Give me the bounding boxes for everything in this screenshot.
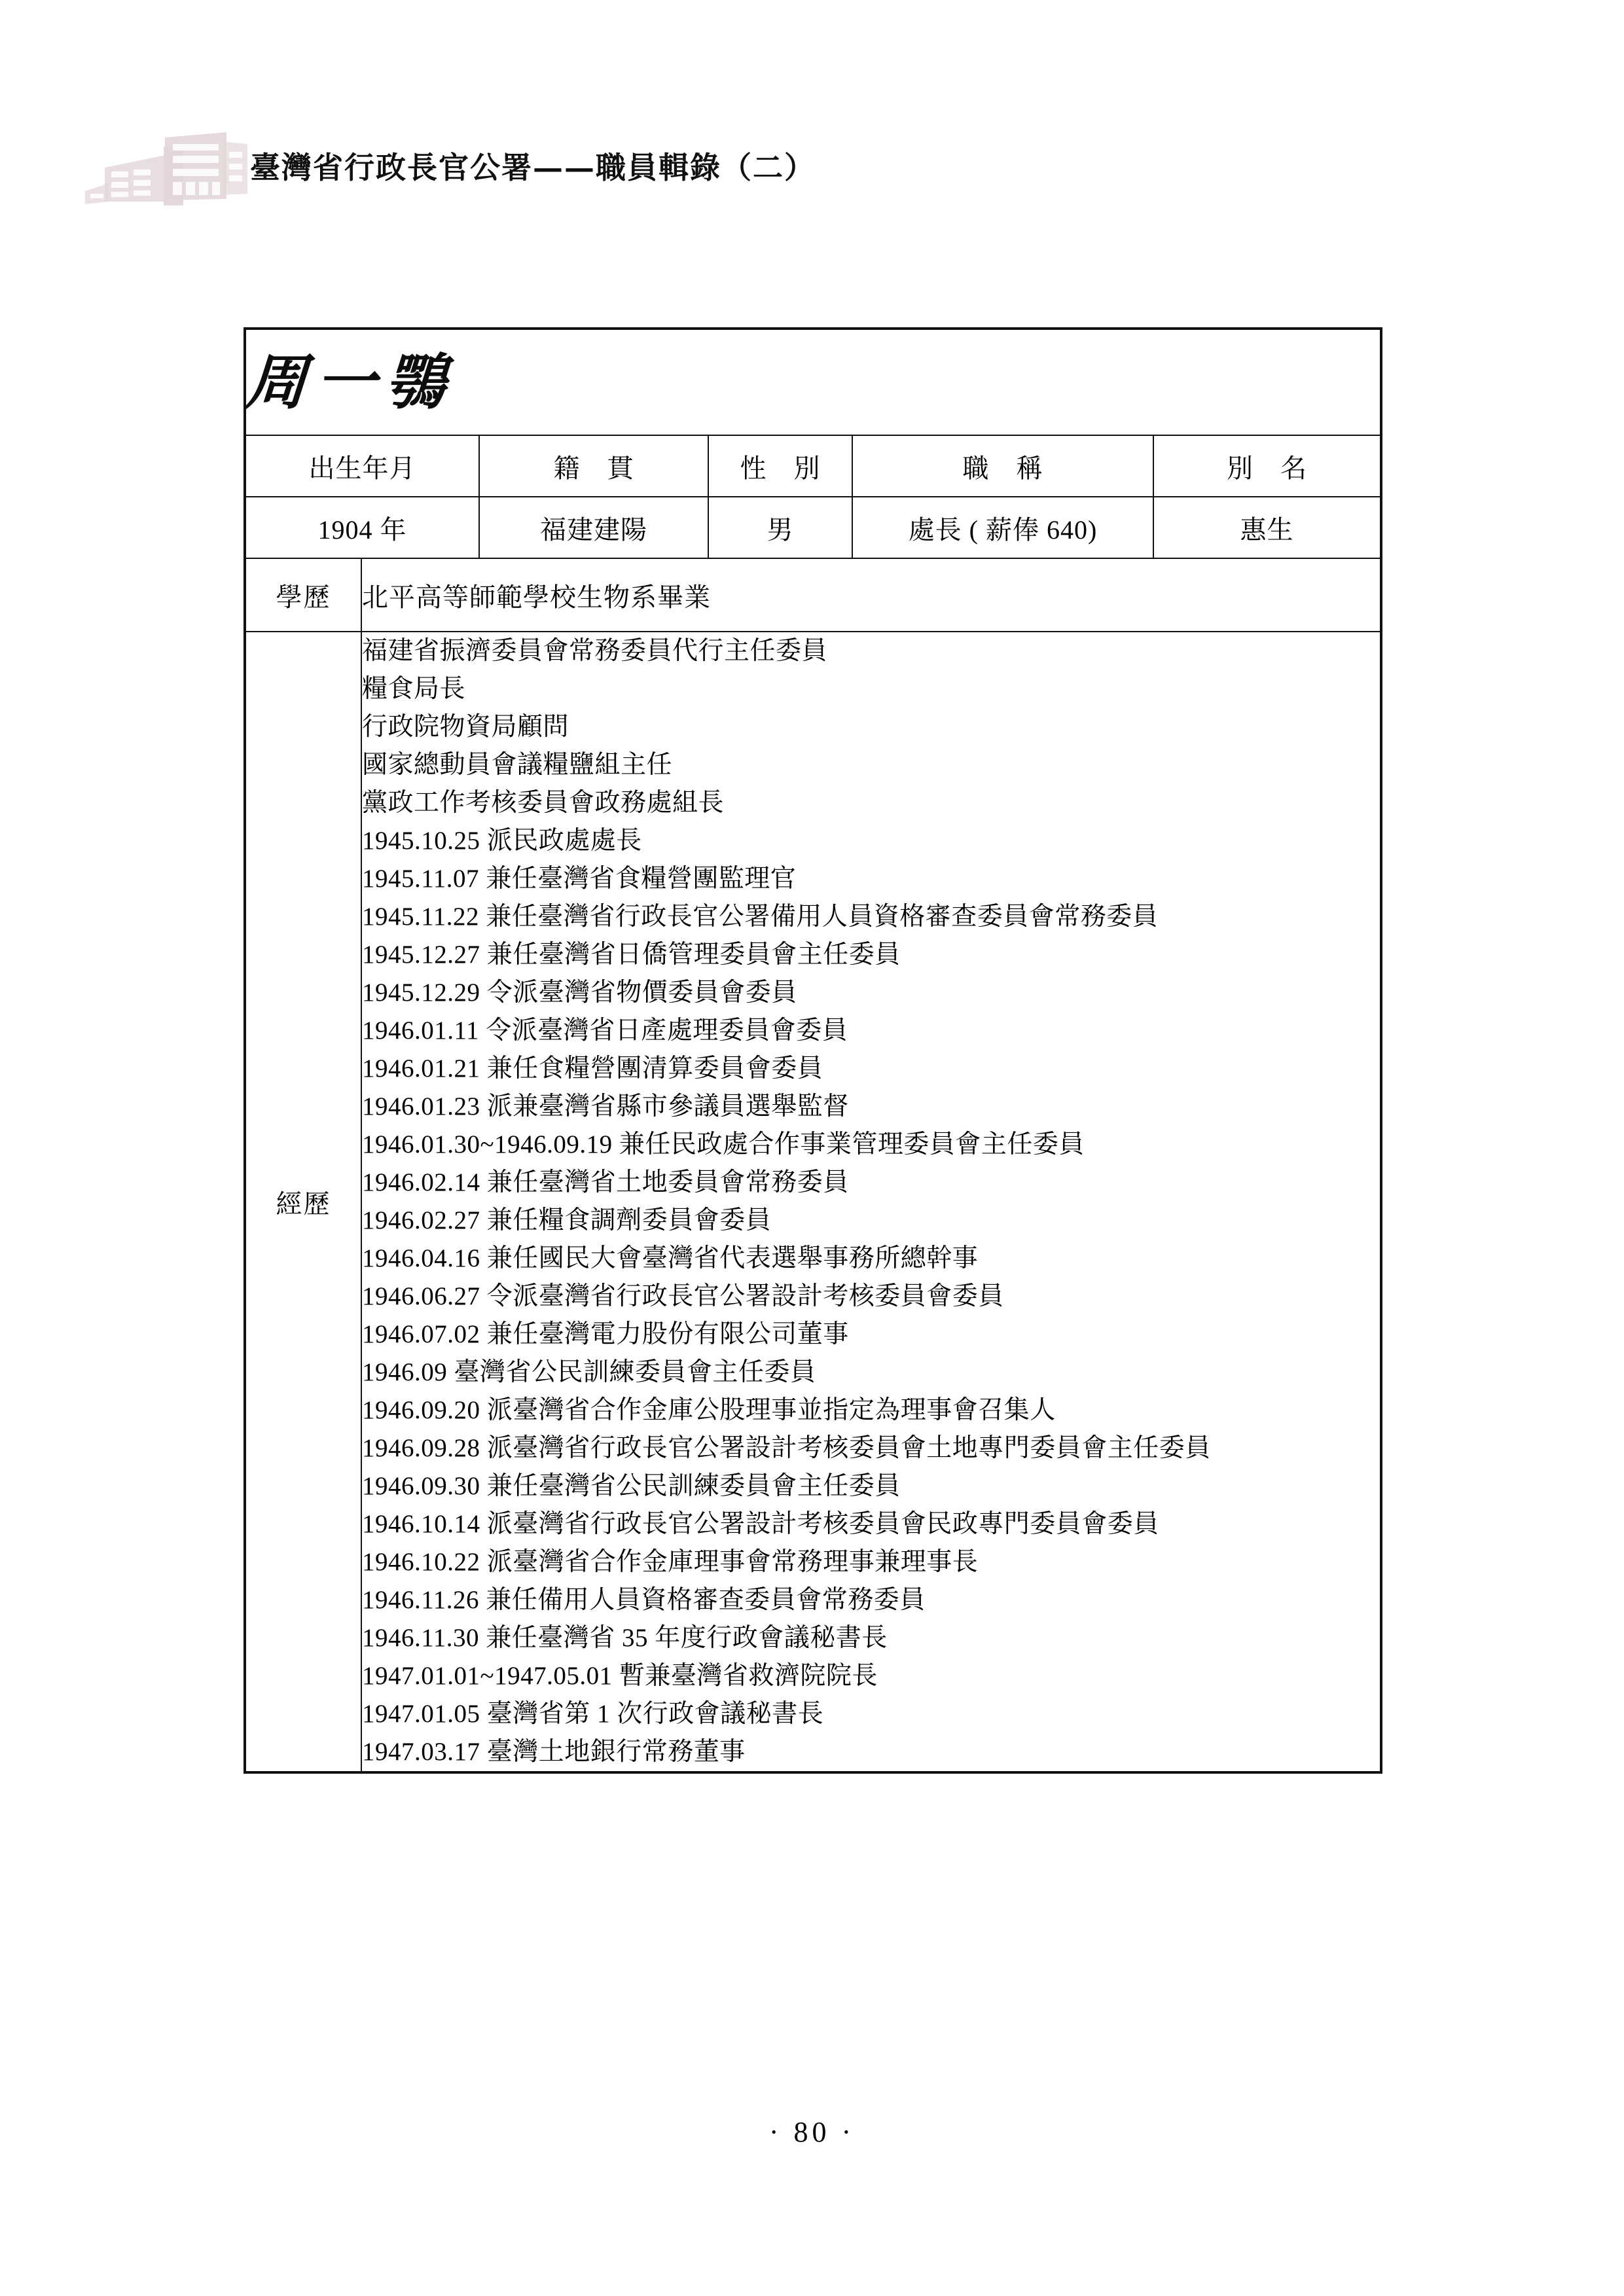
list-item: 國家總動員會議糧鹽組主任 <box>362 751 673 779</box>
list-item: 1946.07.02 兼任臺灣電力股份有限公司董事 <box>362 1320 849 1348</box>
list-item: 1946.09.30 兼任臺灣省公民訓練委員會主任委員 <box>362 1472 901 1500</box>
page-footer <box>0 2115 1624 2149</box>
info-value-row <box>245 497 1381 558</box>
list-item: 1945.11.07 兼任臺灣省食糧營團監理官 <box>362 865 797 893</box>
list-item: 1946.09 臺灣省公民訓練委員會主任委員 <box>362 1358 816 1386</box>
list-item: 1947.01.05 臺灣省第 1 次行政會議秘書長 <box>362 1700 824 1728</box>
list-item: 1946.09.20 派臺灣省合作金庫公股理事並指定為理事會召集人 <box>362 1396 1056 1424</box>
value-alias: 惠生 <box>1153 497 1381 558</box>
col-header-birth: 出生年月 <box>245 435 479 497</box>
building-watermark-icon <box>85 128 257 212</box>
person-name: 周一鶚 <box>244 347 457 418</box>
experience-label: 經歷 <box>245 632 361 1772</box>
education-label: 學歷 <box>245 558 361 632</box>
list-item: 1947.03.17 臺灣土地銀行常務董事 <box>362 1738 746 1766</box>
info-header-row <box>245 435 1381 497</box>
list-item: 1946.10.14 派臺灣省行政長官公署設計考核委員會民政專門委員會委員 <box>362 1510 1159 1538</box>
list-item: 1946.01.11 令派臺灣省日產處理委員會委員 <box>362 1016 848 1045</box>
list-item: 1945.12.27 兼任臺灣省日僑管理委員會主任委員 <box>362 941 901 969</box>
list-item: 1946.11.26 兼任備用人員資格審查委員會常務委員 <box>362 1586 926 1614</box>
page-header <box>0 0 1624 249</box>
experience-list <box>361 632 1381 1772</box>
list-item: 1946.09.28 派臺灣省行政長官公署設計考核委員會土地專門委員會主任委員 <box>362 1434 1211 1462</box>
education-row <box>245 558 1381 632</box>
list-item: 1946.01.23 派兼臺灣省縣市參議員選舉監督 <box>362 1092 849 1121</box>
list-item: 黨政工作考核委員會政務處組長 <box>362 789 725 817</box>
list-item: 1946.11.30 兼任臺灣省 35 年度行政會議秘書長 <box>362 1624 888 1652</box>
list-item: 1946.02.27 兼任糧食調劑委員會委員 <box>362 1206 772 1234</box>
list-item: 福建省振濟委員會常務委員代行主任委員 <box>362 637 828 665</box>
list-item: 糧食局長 <box>362 675 466 703</box>
list-item: 1946.02.14 兼任臺灣省土地委員會常務委員 <box>362 1168 849 1196</box>
name-cell <box>245 329 1381 435</box>
list-item: 1946.04.16 兼任國民大會臺灣省代表選舉事務所總幹事 <box>362 1244 979 1272</box>
list-item: 1946.10.22 派臺灣省合作金庫理事會常務理事兼理事長 <box>362 1548 979 1576</box>
list-item: 1947.01.01~1947.05.01 暫兼臺灣省救濟院院長 <box>362 1662 878 1690</box>
list-item: 1946.01.21 兼任食糧營團清算委員會委員 <box>362 1054 823 1083</box>
value-gender: 男 <box>708 497 852 558</box>
list-item: 行政院物資局顧問 <box>362 713 569 741</box>
value-title: 處長 ( 薪俸 640) <box>852 497 1153 558</box>
list-item: 1945.11.22 兼任臺灣省行政長官公署備用人員資格審查委員會常務委員 <box>362 903 1159 931</box>
page-number: · 80 · <box>768 2116 856 2148</box>
list-item: 1945.10.25 派民政處處長 <box>362 827 642 855</box>
personnel-record-table <box>244 327 1382 1774</box>
experience-row <box>245 632 1381 1772</box>
list-item: 1945.12.29 令派臺灣省物價委員會委員 <box>362 978 797 1007</box>
list-item: 1946.01.30~1946.09.19 兼任民政處合作事業管理委員會主任委員 <box>362 1130 1085 1158</box>
page-title: 臺灣省行政長官公署——職員輯錄（二） <box>250 150 816 185</box>
value-birth: 1904 年 <box>245 497 479 558</box>
col-header-origin: 籍 貫 <box>479 435 708 497</box>
col-header-alias: 別 名 <box>1153 435 1381 497</box>
education-value: 北平高等師範學校生物系畢業 <box>361 558 1381 632</box>
col-header-gender: 性 別 <box>708 435 852 497</box>
value-origin: 福建建陽 <box>479 497 708 558</box>
col-header-title: 職 稱 <box>852 435 1153 497</box>
list-item: 1946.06.27 令派臺灣省行政長官公署設計考核委員會委員 <box>362 1282 1004 1310</box>
name-row <box>245 329 1381 435</box>
